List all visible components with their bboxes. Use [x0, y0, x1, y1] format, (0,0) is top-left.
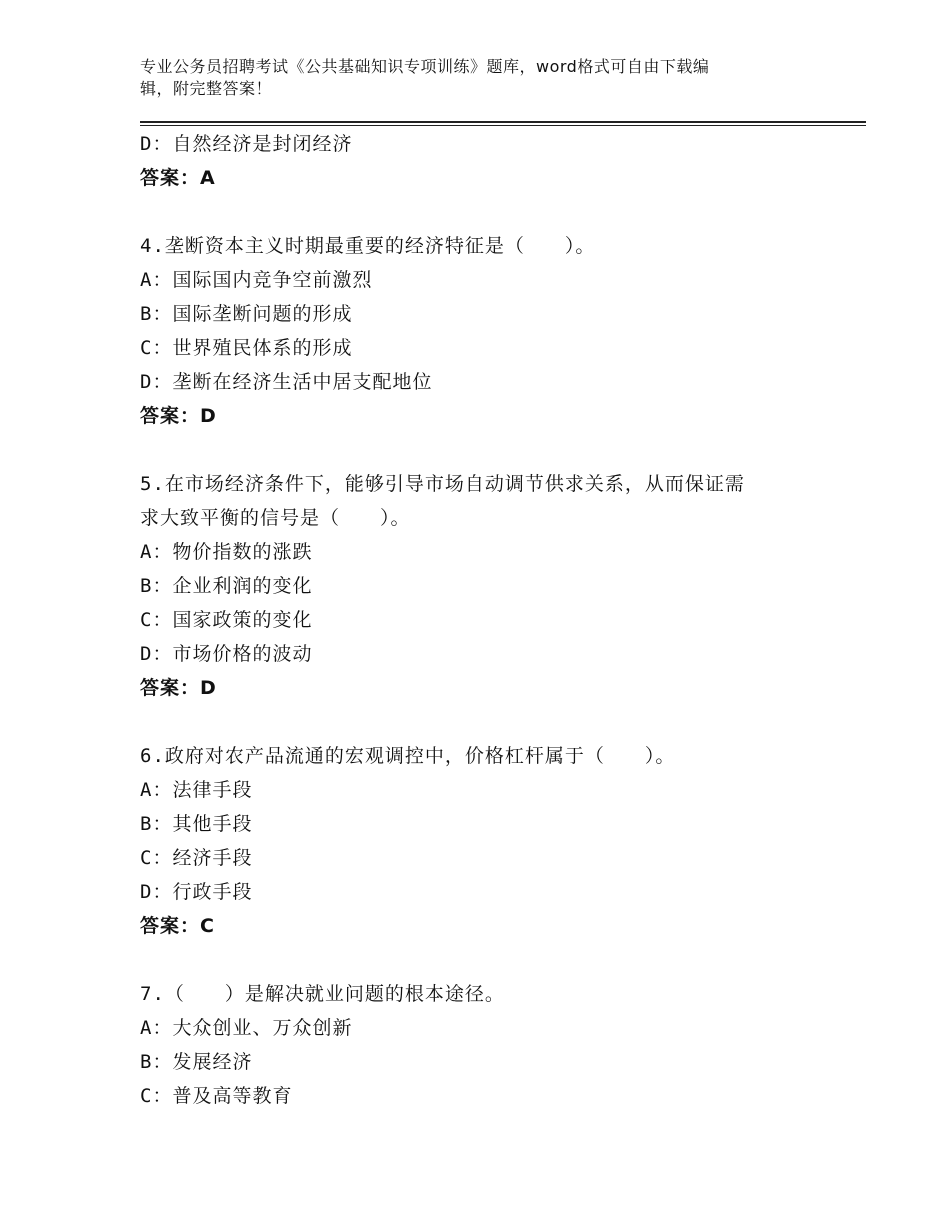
option-c: C：世界殖民体系的形成 — [140, 337, 353, 359]
option-a: A：物价指数的涨跌 — [140, 541, 313, 563]
question-stem: 7.（ ）是解决就业问题的根本途径。 — [140, 983, 505, 1005]
question-stem: 4.垄断资本主义时期最重要的经济特征是（ ）。 — [140, 235, 596, 257]
question-7 — [140, 977, 840, 1113]
answer-label: 答案： — [140, 677, 201, 699]
header-line-2: 辑，附完整答案！ — [140, 79, 273, 98]
option-b: B：其他手段 — [140, 813, 253, 835]
header-line-1: 专业公务员招聘考试《公共基础知识专项训练》题库，word格式可自由下载编 — [140, 57, 710, 76]
option-a: A：法律手段 — [140, 779, 253, 801]
question-stem: 6.政府对农产品流通的宏观调控中，价格杠杆属于（ ）。 — [140, 745, 676, 767]
option-b: B：国际垄断问题的形成 — [140, 303, 353, 325]
header-rule-thin — [140, 125, 866, 126]
question-stem-line-1: 5.在市场经济条件下，能够引导市场自动调节供求关系，从而保证需 — [140, 473, 745, 495]
answer-line — [140, 399, 840, 433]
answer-value: C — [200, 915, 215, 937]
question-stem-line-2: 求大致平衡的信号是（ ）。 — [140, 507, 411, 529]
fragment-previous-question — [140, 127, 840, 195]
document-header — [140, 56, 800, 100]
answer-label: 答案： — [140, 405, 201, 427]
question-6 — [140, 739, 840, 943]
option-a: A：国际国内竞争空前激烈 — [140, 269, 373, 291]
question-list — [140, 127, 840, 1113]
answer-label: 答案： — [140, 915, 201, 937]
option-d: D：垄断在经济生活中居支配地位 — [140, 371, 433, 393]
option-a: A：大众创业、万众创新 — [140, 1017, 353, 1039]
answer-line — [140, 671, 840, 705]
answer-value: D — [200, 405, 217, 427]
option-c: C：经济手段 — [140, 847, 253, 869]
option-c: C：国家政策的变化 — [140, 609, 313, 631]
option-d: D：自然经济是封闭经济 — [140, 133, 353, 155]
answer-label: 答案： — [140, 167, 201, 189]
option-d: D：市场价格的波动 — [140, 643, 313, 665]
option-c: C：普及高等教育 — [140, 1085, 293, 1107]
option-b: B：发展经济 — [140, 1051, 253, 1073]
question-4 — [140, 229, 840, 433]
question-5 — [140, 467, 840, 705]
option-d: D：行政手段 — [140, 881, 253, 903]
option-b: B：企业利润的变化 — [140, 575, 313, 597]
answer-value: D — [200, 677, 217, 699]
header-rule-thick — [140, 121, 866, 123]
answer-line — [140, 909, 840, 943]
answer-value: A — [200, 167, 216, 189]
answer-line — [140, 161, 840, 195]
